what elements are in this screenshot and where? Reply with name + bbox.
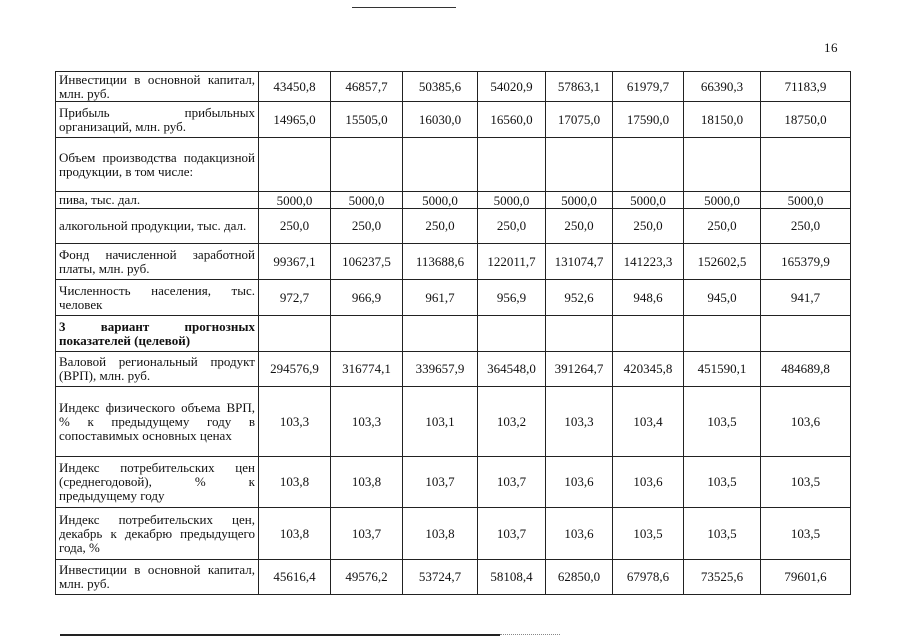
cell-value: 46857,7 <box>331 72 403 102</box>
row-label: Численность населения, тыс. человек <box>56 280 259 316</box>
cell-value: 103,7 <box>331 508 403 560</box>
cell-value <box>546 138 613 192</box>
cell-value: 49576,2 <box>331 560 403 595</box>
cell-value: 50385,6 <box>403 72 478 102</box>
bottom-rule-faint <box>500 634 560 635</box>
cell-value: 71183,9 <box>761 72 851 102</box>
table-row <box>56 138 851 192</box>
cell-value: 103,5 <box>684 508 761 560</box>
cell-value: 152602,5 <box>684 244 761 280</box>
row-label: Фонд начисленной заработной платы, млн. руб. <box>56 244 259 280</box>
cell-value: 131074,7 <box>546 244 613 280</box>
cell-value <box>331 138 403 192</box>
cell-value <box>478 138 546 192</box>
cell-value: 364548,0 <box>478 352 546 387</box>
cell-value: 250,0 <box>546 209 613 244</box>
cell-value: 451590,1 <box>684 352 761 387</box>
cell-value: 5000,0 <box>761 192 851 209</box>
cell-value: 294576,9 <box>259 352 331 387</box>
cell-value: 141223,3 <box>613 244 684 280</box>
cell-value <box>613 316 684 352</box>
cell-value: 99367,1 <box>259 244 331 280</box>
table-row <box>56 457 851 508</box>
table-row <box>56 280 851 316</box>
cell-value: 5000,0 <box>403 192 478 209</box>
cell-value: 15505,0 <box>331 102 403 138</box>
cell-value: 5000,0 <box>259 192 331 209</box>
cell-value: 43450,8 <box>259 72 331 102</box>
cell-value: 103,2 <box>478 387 546 457</box>
cell-value: 5000,0 <box>331 192 403 209</box>
cell-value: 79601,6 <box>761 560 851 595</box>
cell-value: 103,5 <box>761 508 851 560</box>
cell-value: 53724,7 <box>403 560 478 595</box>
cell-value: 16030,0 <box>403 102 478 138</box>
cell-value: 945,0 <box>684 280 761 316</box>
cell-value: 16560,0 <box>478 102 546 138</box>
cell-value: 103,7 <box>478 457 546 508</box>
cell-value: 103,8 <box>331 457 403 508</box>
cell-value: 103,1 <box>403 387 478 457</box>
cell-value: 103,3 <box>546 387 613 457</box>
cell-value: 62850,0 <box>546 560 613 595</box>
cell-value: 17075,0 <box>546 102 613 138</box>
cell-value: 250,0 <box>613 209 684 244</box>
cell-value: 250,0 <box>403 209 478 244</box>
cell-value: 103,3 <box>259 387 331 457</box>
cell-value: 103,4 <box>613 387 684 457</box>
cell-value <box>761 316 851 352</box>
cell-value <box>684 316 761 352</box>
cell-value <box>761 138 851 192</box>
row-label: Объем производства подакцизной продукции, в том числе: <box>56 138 259 192</box>
cell-value: 103,6 <box>546 508 613 560</box>
cell-value: 57863,1 <box>546 72 613 102</box>
cell-value <box>684 138 761 192</box>
cell-value: 103,7 <box>403 457 478 508</box>
table-row <box>56 352 851 387</box>
bottom-rule <box>60 634 500 636</box>
cell-value: 103,6 <box>761 387 851 457</box>
row-label: Инвестиции в основной капитал, млн. руб. <box>56 560 259 595</box>
cell-value <box>403 138 478 192</box>
table-row <box>56 209 851 244</box>
row-label: Валовой региональный продукт (ВРП), млн. руб. <box>56 352 259 387</box>
cell-value <box>478 316 546 352</box>
cell-value: 103,8 <box>259 508 331 560</box>
cell-value: 103,6 <box>546 457 613 508</box>
cell-value: 18150,0 <box>684 102 761 138</box>
table-row <box>56 102 851 138</box>
cell-value: 61979,7 <box>613 72 684 102</box>
cell-value: 45616,4 <box>259 560 331 595</box>
cell-value: 956,9 <box>478 280 546 316</box>
top-rule <box>352 7 456 8</box>
cell-value: 103,5 <box>761 457 851 508</box>
page-number: 16 <box>824 40 838 55</box>
cell-value: 103,6 <box>613 457 684 508</box>
table-row <box>56 72 851 102</box>
cell-value: 250,0 <box>478 209 546 244</box>
table-row <box>56 387 851 457</box>
row-label: Индекс потребительских цен (среднегодовой), % к предыдущему году <box>56 457 259 508</box>
cell-value <box>546 316 613 352</box>
cell-value: 66390,3 <box>684 72 761 102</box>
row-label: пива, тыс. дал. <box>56 192 259 209</box>
table-row <box>56 508 851 560</box>
cell-value: 106237,5 <box>331 244 403 280</box>
forecast-table <box>55 71 851 595</box>
cell-value: 952,6 <box>546 280 613 316</box>
cell-value: 5000,0 <box>546 192 613 209</box>
section-row <box>56 316 851 352</box>
row-label: Индекс потребительских цен, декабрь к декабрю предыдущего года, % <box>56 508 259 560</box>
cell-value: 5000,0 <box>684 192 761 209</box>
cell-value: 250,0 <box>331 209 403 244</box>
cell-value: 966,9 <box>331 280 403 316</box>
cell-value: 391264,7 <box>546 352 613 387</box>
cell-value <box>331 316 403 352</box>
cell-value: 339657,9 <box>403 352 478 387</box>
cell-value: 165379,9 <box>761 244 851 280</box>
cell-value: 484689,8 <box>761 352 851 387</box>
cell-value: 941,7 <box>761 280 851 316</box>
row-label: Инвестиции в основной капитал, млн. руб. <box>56 72 259 102</box>
cell-value: 961,7 <box>403 280 478 316</box>
cell-value: 103,8 <box>403 508 478 560</box>
cell-value: 54020,9 <box>478 72 546 102</box>
cell-value: 5000,0 <box>478 192 546 209</box>
row-label: Индекс физического объема ВРП, % к предыдущему году в сопоставимых основных ценах <box>56 387 259 457</box>
cell-value <box>259 316 331 352</box>
cell-value: 250,0 <box>684 209 761 244</box>
cell-value: 67978,6 <box>613 560 684 595</box>
cell-value: 58108,4 <box>478 560 546 595</box>
cell-value: 250,0 <box>761 209 851 244</box>
cell-value: 420345,8 <box>613 352 684 387</box>
row-label: алкогольной продукции, тыс. дал. <box>56 209 259 244</box>
cell-value: 5000,0 <box>613 192 684 209</box>
cell-value <box>403 316 478 352</box>
cell-value: 250,0 <box>259 209 331 244</box>
table-row <box>56 192 851 209</box>
cell-value: 316774,1 <box>331 352 403 387</box>
cell-value: 73525,6 <box>684 560 761 595</box>
cell-value: 103,5 <box>684 457 761 508</box>
section-heading: 3 вариант прогнозных показателей (целевой) <box>56 316 259 352</box>
cell-value: 103,8 <box>259 457 331 508</box>
cell-value: 113688,6 <box>403 244 478 280</box>
cell-value: 948,6 <box>613 280 684 316</box>
cell-value: 14965,0 <box>259 102 331 138</box>
table-row <box>56 560 851 595</box>
cell-value: 972,7 <box>259 280 331 316</box>
cell-value <box>613 138 684 192</box>
cell-value <box>259 138 331 192</box>
cell-value: 122011,7 <box>478 244 546 280</box>
cell-value: 103,7 <box>478 508 546 560</box>
cell-value: 18750,0 <box>761 102 851 138</box>
cell-value: 103,3 <box>331 387 403 457</box>
row-label: Прибыль прибыльных организаций, млн. руб. <box>56 102 259 138</box>
table-row <box>56 244 851 280</box>
cell-value: 103,5 <box>613 508 684 560</box>
cell-value: 17590,0 <box>613 102 684 138</box>
cell-value: 103,5 <box>684 387 761 457</box>
